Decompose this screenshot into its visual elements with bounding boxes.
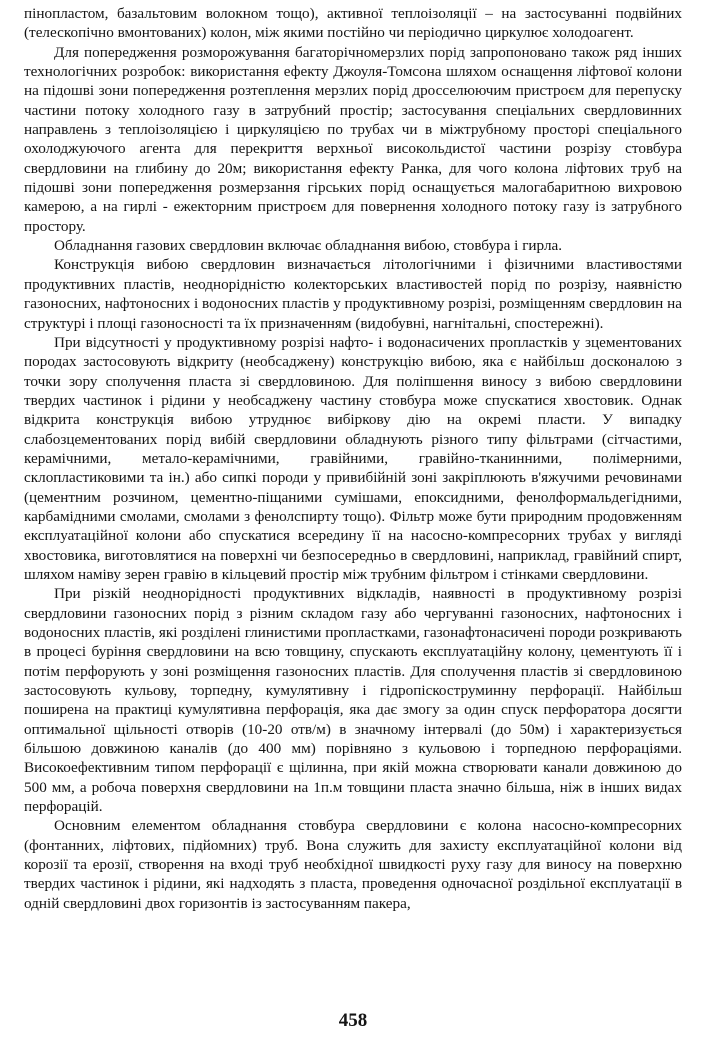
paragraph-well-equipment: Обладнання газових свердловин включає обладнання вибою, стовбура і гирла. <box>54 237 563 255</box>
paragraph-perforation: При різкій неоднорідності продуктивних відкладів, наявності в продуктивному розрізі свердловини газоносних порід з різним складом газу або чергуванні газоносних, нафтоносних і водоносних пластів, які розділені глинистими пропластками, газонафтонасичені породи розкривають в процесі буріння свердловини на всю товщину, спускають експлуатаційну колону, цементують її і потім перфорують у зоні розміщення газоносних пластів. Для сполучення пластів зі свердловиною застосовують кульову, торпедну, кумулятивну і гідропіскоструминну перфорації. Найбільш поширена на практиці кумулятивна перфорація, яка дає змогу за один спуск перфоратора досягти оптимальної щільності отворів (10-20 отв/м) в значному інтервалі (до 50м) і характеризується більшою довжиною каналів (до 400 мм) порівняно з кульовою і торпедною перфораціями. Високоефективним типом перфорації є щілинна, при якій можна створювати канали довжиною до 500 мм, а робоча поверхня свердловини на 1п.м товщини пласта значно більша, ніж в інших видах перфорацій. <box>24 585 682 816</box>
paragraph-bottomhole-design: Конструкція вибою свердловин визначається літологічними і фізичними властивостями продуктивних пластів, неоднорідністю колекторських властивостей порід по розрізу, наявністю газоносних, нафтоносних і водоносних пластів у продуктивному розрізі, розміщенням свердловин на структурі і площі газоносності та їх призначенням (видобувні, нагнітальні, спостережні). <box>24 256 682 332</box>
paragraph-continuation: пінопластом, базальтовим волокном тощо), активної теплоізоляції – на застосуванні подвійних (телескопічно вмонтованих) колон, між якими постійно чи періодично циркулює холодоагент. <box>24 5 682 42</box>
page-number: 458 <box>338 1010 368 1031</box>
page-body <box>24 4 682 964</box>
paragraph-open-bottomhole: При відсутності у продуктивному розрізі нафто- і водонасичених пропластків у зцементованих породах застосовують відкриту (необсаджену) конструкцію вибою, яка є найбільш досконалою з точки зору сполучення пласта зі свердловиною. Для поліпшення виносу з вибою свердловини твердих частинок і рідини у необсаджену частину стовбура може спускатися хвостовик. Однак відкрита конструкція вибою утруднює вибіркову дію на окремі пласти. У випадку слабозцементованих порід вибій свердловини обладнують різного типу фільтрами (сітчастими, керамічними, метало-керамічними, гравійними, гравійно-тканинними, полімерними, склопластиковими та ін.) або сипкі породи у привибійній зоні закріплюють в'яжучими речовинами (цементним розчином, цементно-піщаними сумішами, епоксидними, фенолформальдегідними, карбамідними смолами, смолами з фенолспирту тощо). Фільтр може бути природним продовженням експлуатаційної колони або спускатися всередину її на насосно-компресорних трубах у вигляді хвостовика, виготовлятися на поверхні чи безпосередньо в свердловині, наприклад, гравійний спирт, шляхом наміву зерен гравію в кільцевий простір між трубним фільтром і стінками свердловини. <box>24 333 682 583</box>
paragraph-tubing-string: Основним елементом обладнання стовбура свердловини є колона насосно-компресорних (фонтанних, ліфтових, підйомних) труб. Вона служить для захисту експлуатаційної колони від корозії та ерозії, створення на вході труб необхідної швидкості руху газу для виносу на поверхню твердих частинок і рідини, які надходять з пласта, проведення одночасної роздільної експлуатації в одній свердловині двох горизонтів із застосуванням пакера, <box>24 817 682 912</box>
paragraph-thawing-prevention: Для попередження розморожування багаторічномерзлих порід запропоновано також ряд інших технологічних розробок: використання ефекту Джоуля-Томсона шляхом оснащення ліфтової колони на підошві зони попередження розтеплення мерзлих порід дросселюючим пристроєм для перепуску частини потоку холодного газу в затрубний простір; застосування спеціальних свердловинних направлень з теплоізоляцією і циркуляцією по трубах чи в міжтрубному просторі спеціального охолоджуючого агента для перекриття верхньої високольдистої частини розрізу стовбура свердловини на глибину до 20м; використання ефекту Ранка, для чого колона ліфтових труб на підошві зони попередження розмерзання гірських порід оснащується малогабаритною вихровою камерою, а на гирлі - ежекторним пристроєм для повернення холодного потоку газу із затрубного простору. <box>24 43 682 235</box>
